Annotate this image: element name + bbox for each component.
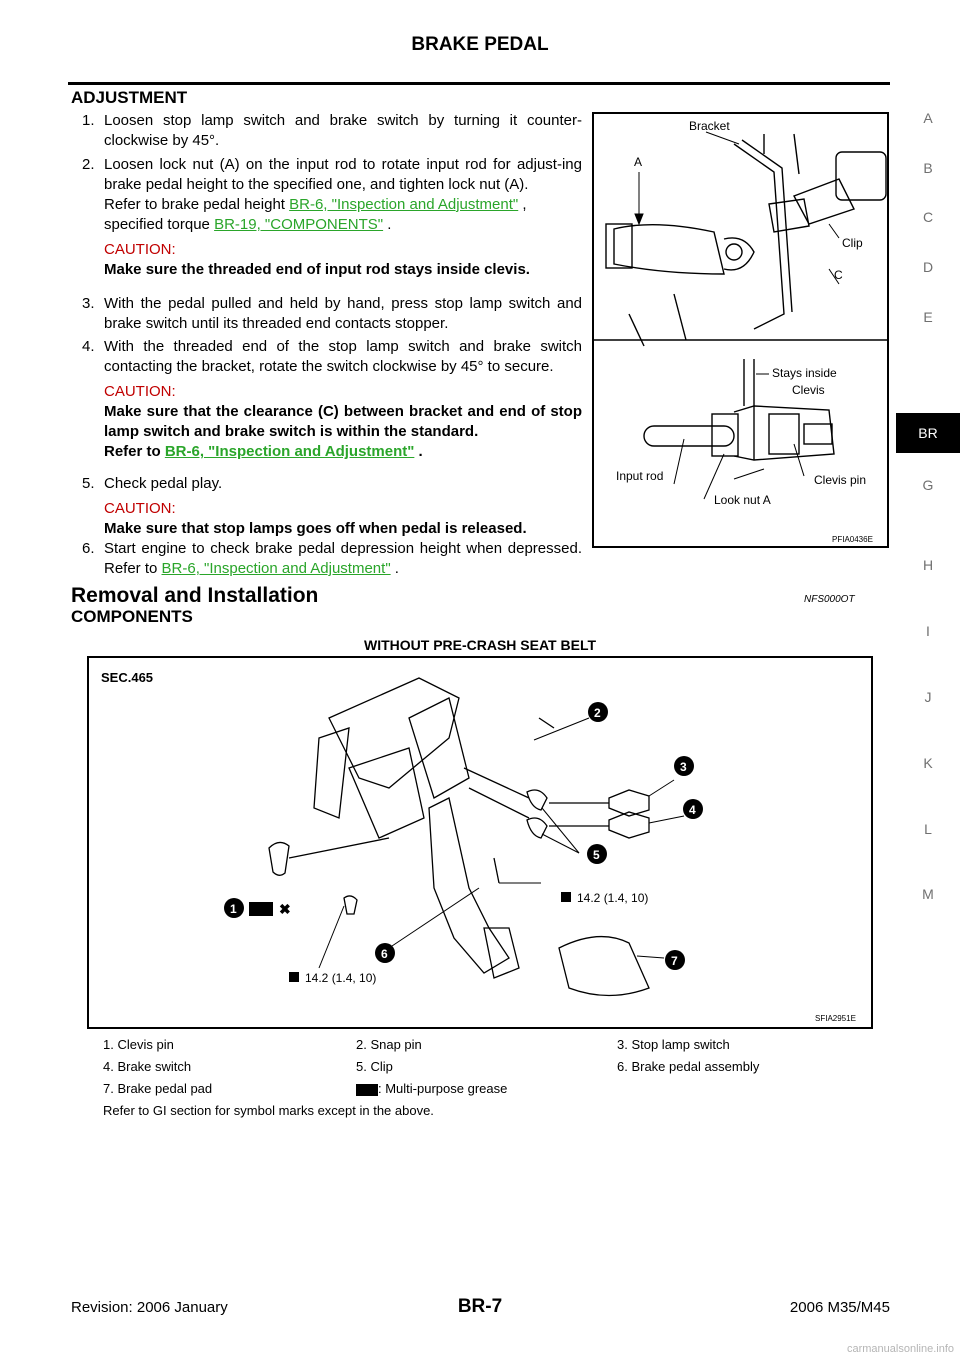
watermark: carmanualsonline.info	[846, 1343, 954, 1355]
legend-item-4: 4. Brake switch	[103, 1059, 192, 1074]
reference-line	[104, 195, 582, 215]
figure-code: PFIA0436E	[832, 535, 873, 544]
torque-icon	[289, 972, 299, 982]
label-clevis: Clevis	[792, 383, 825, 397]
step-text: Check pedal play.	[104, 475, 223, 492]
legend-item-1: 1. Clevis pin	[103, 1037, 174, 1052]
section-heading-removal: Removal and Installation	[71, 584, 319, 607]
footer-page-number: BR-7	[457, 1296, 503, 1317]
step-text: With the pedal pulled and held by hand, press stop lamp switch and brake switch until its threaded end contacts stopper.	[104, 295, 582, 332]
step-number: 3.	[82, 295, 95, 312]
step-1	[82, 111, 582, 151]
step-text: Start engine to check brake pedal depression height when depressed. Refer to	[104, 540, 582, 577]
step-number: 6.	[82, 540, 95, 557]
components-illustration	[89, 658, 871, 1027]
step-5	[82, 474, 582, 539]
step-2	[82, 155, 582, 280]
tab-b[interactable]: B	[923, 160, 933, 176]
reference-suffix: .	[390, 560, 399, 577]
caution-label: CAUTION:	[104, 383, 176, 400]
callout-5: 5	[593, 848, 600, 862]
figure-components-diagram	[87, 656, 873, 1029]
label-input-rod: Input rod	[616, 469, 664, 483]
step-number: 4.	[82, 338, 95, 355]
reference-prefix: specified torque	[104, 216, 215, 233]
tab-l[interactable]: L	[924, 821, 932, 837]
callout-6: 6	[381, 947, 388, 961]
step-number: 1.	[82, 112, 95, 129]
legend-item-5: 5. Clip	[356, 1059, 393, 1074]
label-stays-inside: Stays inside	[772, 366, 837, 380]
callout-3: 3	[680, 760, 687, 774]
callout-4: 4	[689, 803, 696, 817]
link-br6-inspection[interactable]: BR-6, "Inspection and Adjustment"	[289, 196, 519, 213]
grease-symbol	[249, 901, 291, 917]
tab-e[interactable]: E	[923, 309, 933, 325]
caution-label: CAUTION:	[104, 241, 176, 258]
torque-icon	[561, 892, 571, 902]
step-3	[82, 294, 582, 334]
torque-value-2: 14.2 (1.4, 10)	[305, 971, 377, 985]
label-c: C	[834, 268, 843, 282]
tab-i[interactable]: I	[926, 623, 930, 639]
page-title: BRAKE PEDAL	[411, 34, 549, 55]
tab-m[interactable]: M	[922, 886, 934, 902]
caution-text: Make sure that stop lamps goes off when pedal is released.	[104, 520, 527, 537]
reference-line	[104, 215, 582, 235]
figure-code: SFIA2951E	[815, 1014, 856, 1023]
legend-grease	[356, 1081, 507, 1096]
legend-item-7: 7. Brake pedal pad	[103, 1081, 213, 1096]
section-heading-components: COMPONENTS	[71, 607, 193, 626]
caution-text: Make sure the threaded end of input rod stays inside clevis.	[104, 261, 530, 278]
legend-note: Refer to GI section for symbol marks except in the above.	[103, 1103, 434, 1118]
legend-item-6: 6. Brake pedal assembly	[617, 1059, 760, 1074]
label-bracket: Bracket	[689, 119, 730, 133]
caution-label: CAUTION:	[104, 500, 176, 517]
step-4	[82, 337, 582, 462]
figure-caption: WITHOUT PRE-CRASH SEAT BELT	[363, 637, 597, 653]
step-number: 5.	[82, 475, 95, 492]
step-number: 2.	[82, 156, 95, 173]
caution-text: Make sure that the clearance (C) between bracket and end of stop lamp switch and brake switch is within the standard.	[104, 403, 582, 440]
sec-label: SEC.465	[101, 670, 154, 685]
step-text: Loosen lock nut (A) on the input rod to rotate input rod for adjust-ing brake pedal height to the specified one, and tighten lock nut (A).	[104, 156, 582, 193]
link-br6-inspection[interactable]: BR-6, "Inspection and Adjustment"	[164, 443, 415, 460]
tab-g[interactable]: G	[922, 477, 934, 493]
tab-a[interactable]: A	[923, 110, 933, 126]
link-br6-inspection[interactable]: BR-6, "Inspection and Adjustment"	[161, 560, 391, 577]
section-code: NFS000OT	[804, 594, 855, 605]
reference-suffix: .	[383, 216, 392, 233]
no-reuse-icon: ✖	[279, 901, 291, 917]
torque-value-1: 14.2 (1.4, 10)	[577, 891, 649, 905]
adjustment-illustration	[594, 114, 887, 546]
grease-icon	[356, 1084, 378, 1096]
tab-j[interactable]: J	[924, 689, 932, 705]
label-a: A	[634, 155, 643, 169]
tab-h[interactable]: H	[922, 557, 934, 573]
footer-model: 2006 M35/M45	[789, 1299, 890, 1316]
footer-revision: Revision: 2006 January	[71, 1299, 228, 1316]
step-6	[82, 539, 582, 579]
reference-suffix: .	[414, 443, 423, 460]
tab-c[interactable]: C	[922, 209, 934, 225]
figure-adjustment-diagram	[592, 112, 889, 548]
reference-line	[104, 442, 582, 462]
tab-d[interactable]: D	[922, 259, 934, 275]
callout-1: 1	[230, 902, 237, 916]
link-br19-components[interactable]: BR-19, "COMPONENTS"	[214, 216, 384, 233]
step-text: With the threaded end of the stop lamp switch and brake switch contacting the bracket, rotate the switch clockwise by 45° to secure.	[104, 338, 582, 375]
label-lock-nut: Look nut A	[714, 493, 771, 507]
reference-prefix: Refer to	[104, 443, 165, 460]
tab-k[interactable]: K	[923, 755, 933, 771]
label-clevis-pin: Clevis pin	[814, 473, 867, 487]
reference-suffix: ,	[518, 196, 527, 213]
callout-7: 7	[671, 954, 678, 968]
legend-item-2: 2. Snap pin	[356, 1037, 422, 1052]
section-heading-adjustment: ADJUSTMENT	[71, 88, 188, 107]
header-rule	[68, 82, 890, 85]
legend-grease-text: : Multi-purpose grease	[378, 1081, 508, 1096]
legend-item-3: 3. Stop lamp switch	[617, 1037, 730, 1052]
tab-br[interactable]: BR	[896, 413, 960, 453]
reference-prefix: Refer to brake pedal height	[104, 196, 290, 213]
label-clip: Clip	[842, 236, 863, 250]
step-text: Loosen stop lamp switch and brake switch by turning it counter-clockwise by 45°.	[104, 112, 582, 149]
callout-2: 2	[594, 706, 601, 720]
